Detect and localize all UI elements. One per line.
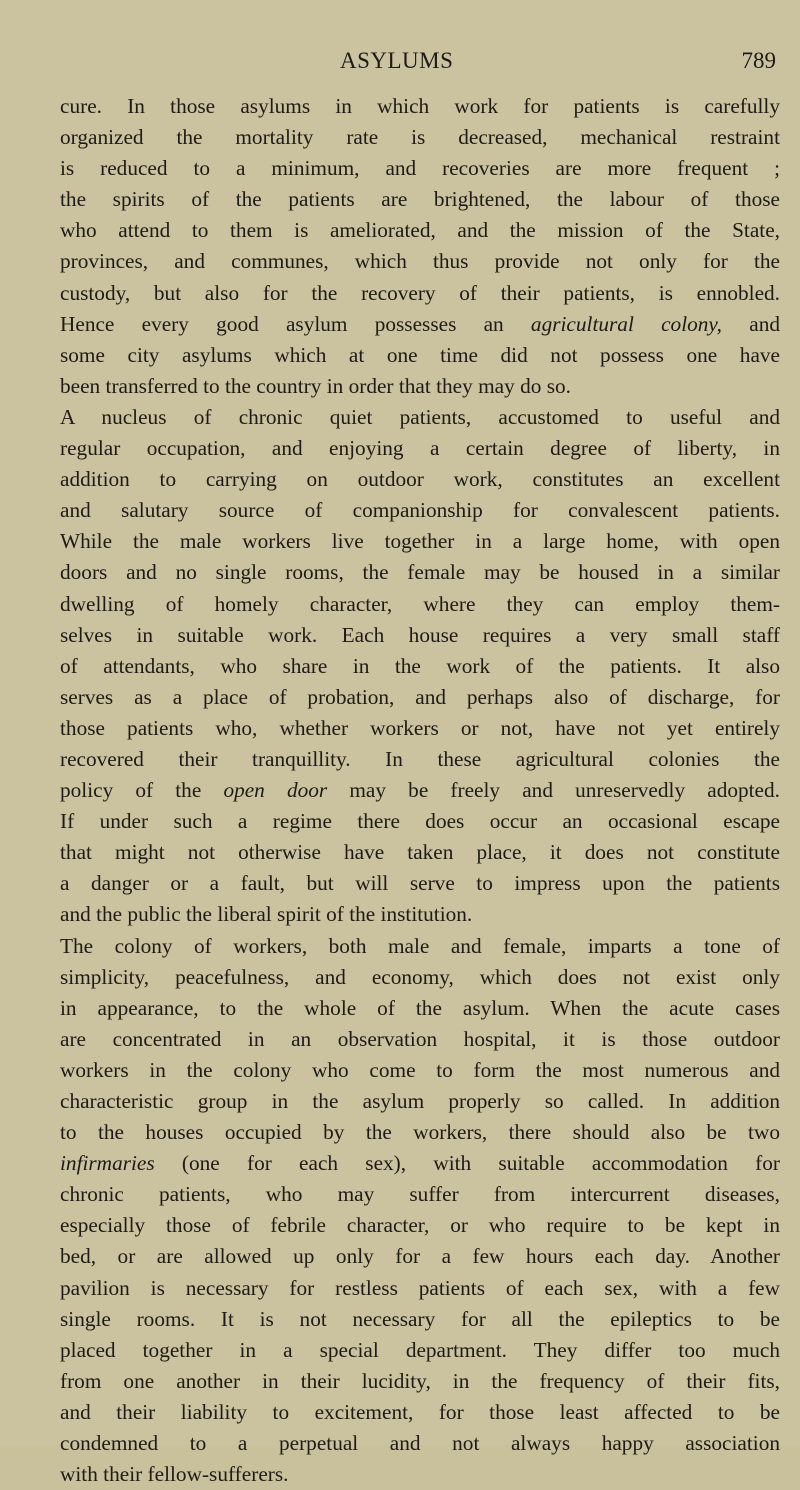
running-head — [62, 48, 782, 78]
text-line: selves in suitable work. Each house requires a very small staff — [60, 622, 780, 647]
text-line: characteristic group in the asylum properly so called. In addition — [60, 1089, 780, 1113]
text-line: custody, but also for the recovery of their patients, is ennobled. — [60, 280, 780, 305]
text-line: some city asylums which at one time did not possess one have — [60, 342, 780, 367]
text-line: dwelling of homely character, where they can employ them- — [60, 591, 780, 616]
text-line: pavilion is necessary for restless patients of each sex, with a few — [60, 1275, 780, 1300]
text-line: chronic patients, who may suffer from intercurrent diseases, — [60, 1182, 780, 1207]
text-line: bed, or are allowed up only for a few hours each day. Another — [60, 1244, 780, 1269]
text-line: from one another in their lucidity, in the frequency of their fits, — [60, 1368, 780, 1393]
italic-phrase: infirmaries — [60, 1151, 155, 1176]
text-line-italic-phrase: policy of the open door may be freely and unreservedly adopted. — [60, 778, 780, 803]
text-line: are concentrated in an observation hospital, it is those outdoor — [60, 1026, 780, 1051]
italic-phrase: open door — [223, 778, 328, 803]
text-line: organized the mortality rate is decreased, mechanical restraint — [60, 125, 780, 150]
running-head-title: ASYLUMS — [340, 48, 454, 73]
text-line: While the male workers live together in a large home, with open — [60, 529, 780, 554]
text-line: that might not otherwise have taken place, it does not constitute — [60, 840, 780, 865]
text-line: doors and no single rooms, the female may be housed in a similar — [60, 560, 780, 585]
text-line: regular occupation, and enjoying a certain degree of liberty, in — [60, 436, 780, 461]
text-line: A nucleus of chronic quiet patients, accustomed to useful and — [60, 404, 780, 429]
text-line: the spirits of the patients are brightened, the labour of those — [60, 187, 780, 212]
text-line: recovered their tranquillity. In these agricultural colonies the — [60, 746, 780, 771]
text-line: and the public the liberal spirit of the institution. — [60, 902, 473, 927]
text-line: and their liability to excitement, for those least affected to be — [60, 1399, 780, 1424]
text-line: If under such a regime there does occur an occasional escape — [60, 809, 780, 834]
body-text — [60, 91, 780, 1490]
text-line: condemned to a perpetual and not always happy association — [60, 1431, 780, 1456]
text-line: who attend to them is ameliorated, and the mission of the State, — [60, 218, 780, 243]
text-line: and salutary source of companionship for convalescent patients. — [60, 498, 780, 523]
text-line: those patients who, whether workers or not, have not yet entirely — [60, 715, 780, 740]
text-line: serves as a place of probation, and perhaps also of discharge, for — [60, 684, 780, 709]
text-line: addition to carrying on outdoor work, constitutes an excellent — [60, 467, 780, 492]
text-line: The colony of workers, both male and female, imparts a tone of — [60, 933, 780, 958]
text-line: with their fellow-sufferers. — [60, 1462, 289, 1487]
text-line: in appearance, to the whole of the asylum. When the acute cases — [60, 995, 780, 1020]
text-line: been transferred to the country in order that they may do so. — [60, 373, 571, 398]
page-number: 789 — [741, 48, 776, 73]
text-line: a danger or a fault, but will serve to impress upon the patients — [60, 871, 780, 896]
text-line: cure. In those asylums in which work for patients is carefully — [60, 94, 780, 118]
text-line: workers in the colony who come to form the most numerous and — [60, 1057, 780, 1082]
text-line-italic-phrase: infirmaries (one for each sex), with suitable accommodation for — [60, 1151, 780, 1176]
text-line: provinces, and communes, which thus provide not only for the — [60, 249, 780, 274]
text-line: is reduced to a minimum, and recoveries are more frequent ; — [60, 156, 780, 181]
text-line-italic-phrase: Hence every good asylum possesses an agricultural colony, and — [60, 311, 780, 336]
italic-phrase: agricultural colony, — [530, 311, 723, 336]
text-line: placed together in a special department. They differ too much — [60, 1337, 780, 1362]
text-line: especially those of febrile character, or who require to be kept in — [60, 1213, 780, 1238]
text-line: single rooms. It is not necessary for all the epileptics to be — [60, 1306, 780, 1331]
text-line: simplicity, peacefulness, and economy, which does not exist only — [60, 964, 780, 989]
text-line: to the houses occupied by the workers, there should also be two — [60, 1120, 780, 1145]
text-line: of attendants, who share in the work of the patients. It also — [60, 653, 780, 678]
